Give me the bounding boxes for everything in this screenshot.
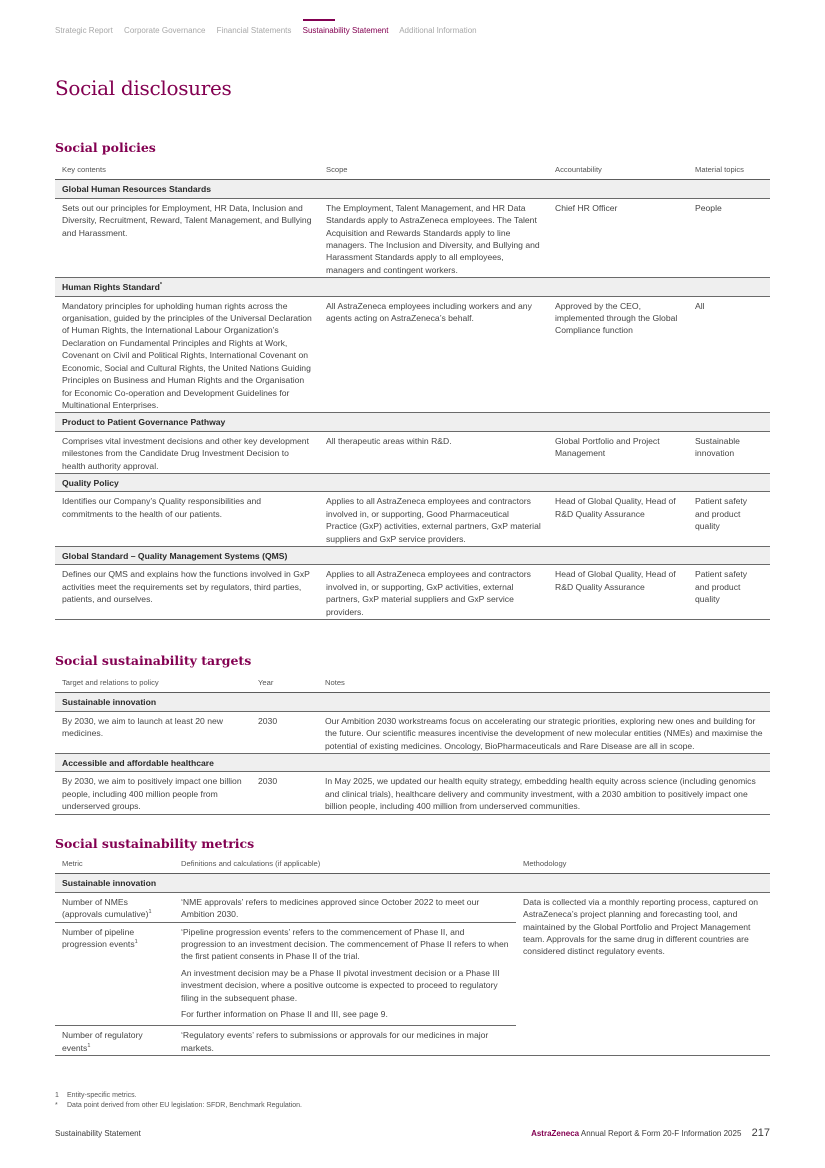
col-header-material-topics: Material topics xyxy=(688,160,770,180)
policy-group-title: Global Standard – Quality Management Systems (QMS) xyxy=(55,546,770,564)
table-row xyxy=(55,198,770,277)
definition-paragraph: For further information on Phase II and III, see page 9. xyxy=(181,1009,388,1020)
page-title: Social disclosures xyxy=(55,76,232,100)
footer-report-info xyxy=(531,1127,770,1139)
key-contents-cell: Defines our QMS and explains how the functions involved in GxP activities meet the requirements set by regulators, third parties, patients, and ourselves. xyxy=(55,565,319,620)
footer-brand: AstraZeneca xyxy=(531,1129,580,1138)
year-cell: 2030 xyxy=(251,711,318,753)
table-row xyxy=(55,565,770,620)
target-group-title: Accessible and affordable healthcare xyxy=(55,754,770,772)
material-topic-cell: People xyxy=(688,198,770,277)
scope-cell: Applies to all AstraZeneca employees and contractors involved in, or supporting, Good Pharmaceutical Practice (GxP) activities, external partners, GxP material suppliers and GxP service providers. xyxy=(319,492,548,547)
metric-cell: Number of pipeline progression events$^1$ xyxy=(55,922,174,1026)
scope-cell: The Employment, Talent Management, and HR Data Standards apply to AstraZeneca employees. The Talent Acquisition and Rewards Standards apply to line managers. The Inclusion and Diversity, and Bullying and Harassment Standards apply to all employees, managers and contingent workers. xyxy=(319,198,548,277)
material-topic-cell: Patient safety and product quality xyxy=(688,492,770,547)
definition-cell: ‘Regulatory events’ refers to submissions or approvals for our medicines in major markets. xyxy=(174,1026,516,1056)
nav-corporate-governance[interactable]: Corporate Governance xyxy=(124,26,206,35)
definition-paragraph: ‘Pipeline progression events’ refers to the commencement of Phase II, and progression to an investment decision. The commencement of Phase II refers to when the first patient consents in Phase II of the trial. xyxy=(181,926,509,962)
social-targets-table xyxy=(55,673,770,815)
col-header-key-contents: Key contents xyxy=(55,160,319,180)
social-metrics-table xyxy=(55,854,770,1056)
social-metrics-title: Social sustainability metrics xyxy=(55,836,255,851)
table-row xyxy=(55,296,770,413)
material-topic-cell: Sustainable innovation xyxy=(688,431,770,473)
accountability-cell: Chief HR Officer xyxy=(548,198,688,277)
footnote-marker: 1 xyxy=(134,939,138,946)
table-row xyxy=(55,772,770,814)
table-row xyxy=(55,892,770,922)
table-row xyxy=(55,711,770,753)
scope-cell: All therapeutic areas within R&D. xyxy=(319,431,548,473)
policy-group-title: Human Rights Standard* xyxy=(55,278,770,296)
accountability-cell: Approved by the CEO, implemented through the Global Compliance function xyxy=(548,296,688,413)
policy-group-title: Quality Policy xyxy=(55,473,770,491)
table-row xyxy=(55,431,770,473)
metric-group-title: Sustainable innovation xyxy=(55,874,770,892)
metric-cell: Number of regulatory events$^1$ xyxy=(55,1026,174,1056)
target-cell: By 2030, we aim to positively impact one billion people, including 400 million people from underserved groups. xyxy=(55,772,251,814)
target-cell: By 2030, we aim to launch at least 20 new medicines. xyxy=(55,711,251,753)
methodology-cell: Data is collected via a monthly reporting process, captured on AstraZeneca’s project planning and forecasting tool, and maintained by the Global Portfolio and Project Management team. Approvals for the same drug in different countries are considered distinct regulatory events. xyxy=(516,892,770,1055)
col-header-notes: Notes xyxy=(318,673,770,693)
page-number: 217 xyxy=(751,1127,770,1139)
year-cell: 2030 xyxy=(251,772,318,814)
definition-cell: ‘NME approvals’ refers to medicines approved since October 2022 to meet our Ambition 2030. xyxy=(174,892,516,922)
social-targets-title: Social sustainability targets xyxy=(55,653,252,668)
footnote-marker: 1 xyxy=(148,909,152,916)
col-header-definitions: Definitions and calculations (if applicable) xyxy=(174,854,516,874)
notes-cell: Our Ambition 2030 workstreams focus on accelerating our strategic priorities, exploring new ones and building for the future. Our scientific measures incentivise the development of new molecular entities (NMEs) and maximise the potential of existing medicines. Oncology, BioPharmaceuticals and Rare Disease are all in scope. xyxy=(318,711,770,753)
key-contents-cell: Sets out our principles for Employment, HR Data, Inclusion and Diversity, Recruitment, Reward, Talent Management, and Bullying and Harassment. xyxy=(55,198,319,277)
table-row xyxy=(55,492,770,547)
material-topic-cell: All xyxy=(688,296,770,413)
col-header-year: Year xyxy=(251,673,318,693)
key-contents-cell: Mandatory principles for upholding human rights across the organisation, guided by the principles of the Universal Declaration of Human Rights, the International Labour Organization’s Declaration on Fundamental Principles and Rights at Work, Covenant on Civil and Political Rights, International Covenant on Economic, Social and Cultural Rights, the United Nations Guiding Principles on Business and Human Rights and the Organisation for Economic Co-operation and Development Guidelines for Multinational Enterprises. xyxy=(55,296,319,413)
footer-section-label: Sustainability Statement xyxy=(55,1129,141,1138)
key-contents-cell: Comprises vital investment decisions and other key development milestones from the Candidate Drug Investment Decision to health authority approval. xyxy=(55,431,319,473)
nav-additional-information[interactable]: Additional Information xyxy=(399,26,477,35)
footnotes xyxy=(55,1091,302,1111)
key-contents-cell: Identifies our Company’s Quality responsibilities and commitments to the health of our patients. xyxy=(55,492,319,547)
social-policies-title: Social policies xyxy=(55,140,156,155)
definition-paragraph: An investment decision may be a Phase II pivotal investment decision or a Phase III investment decision, where a positive outcome is expected to proceed to regulatory filing in the subsequent phase. xyxy=(181,967,500,1003)
footer-report-title: Annual Report & Form 20-F Information 2025 xyxy=(580,1129,742,1138)
accountability-cell: Head of Global Quality, Head of R&D Quality Assurance xyxy=(548,565,688,620)
nav-sustainability-statement[interactable]: Sustainability Statement xyxy=(302,26,389,35)
col-header-metric: Metric xyxy=(55,854,174,874)
scope-cell: Applies to all AstraZeneca employees and contractors involved in, or supporting, GxP activities, external partners, GxP material suppliers and GxP service providers. xyxy=(319,565,548,620)
scope-cell: All AstraZeneca employees including workers and any agents acting on AstraZeneca’s behalf. xyxy=(319,296,548,413)
target-group-title: Sustainable innovation xyxy=(55,693,770,711)
policy-group-title: Global Human Resources Standards xyxy=(55,180,770,198)
footnote: * Data point derived from other EU legislation: SFDR, Benchmark Regulation. xyxy=(55,1102,302,1109)
top-nav xyxy=(55,26,486,35)
nav-strategic-report[interactable]: Strategic Report xyxy=(55,26,113,35)
definition-cell xyxy=(174,922,516,1026)
nav-financial-statements[interactable]: Financial Statements xyxy=(216,26,292,35)
col-header-methodology: Methodology xyxy=(516,854,770,874)
metric-cell: Number of NMEs (approvals cumulative)$^1$ xyxy=(55,892,174,922)
footnote-marker: 1 xyxy=(87,1043,91,1050)
policy-group-title: Product to Patient Governance Pathway xyxy=(55,413,770,431)
footnote: 1 Entity-specific metrics. xyxy=(55,1092,137,1099)
footnote-marker: * xyxy=(159,282,163,289)
accountability-cell: Head of Global Quality, Head of R&D Quality Assurance xyxy=(548,492,688,547)
notes-cell: In May 2025, we updated our health equity strategy, embedding health equity across science (including genomics and clinical trials), healthcare delivery and community investment, with a 2030 ambition to positively impact one billion people, including 400 million from underserved communities. xyxy=(318,772,770,814)
social-policies-table xyxy=(55,160,770,620)
accountability-cell: Global Portfolio and Project Management xyxy=(548,431,688,473)
material-topic-cell: Patient safety and product quality xyxy=(688,565,770,620)
col-header-scope: Scope xyxy=(319,160,548,180)
col-header-accountability: Accountability xyxy=(548,160,688,180)
col-header-target: Target and relations to policy xyxy=(55,673,251,693)
